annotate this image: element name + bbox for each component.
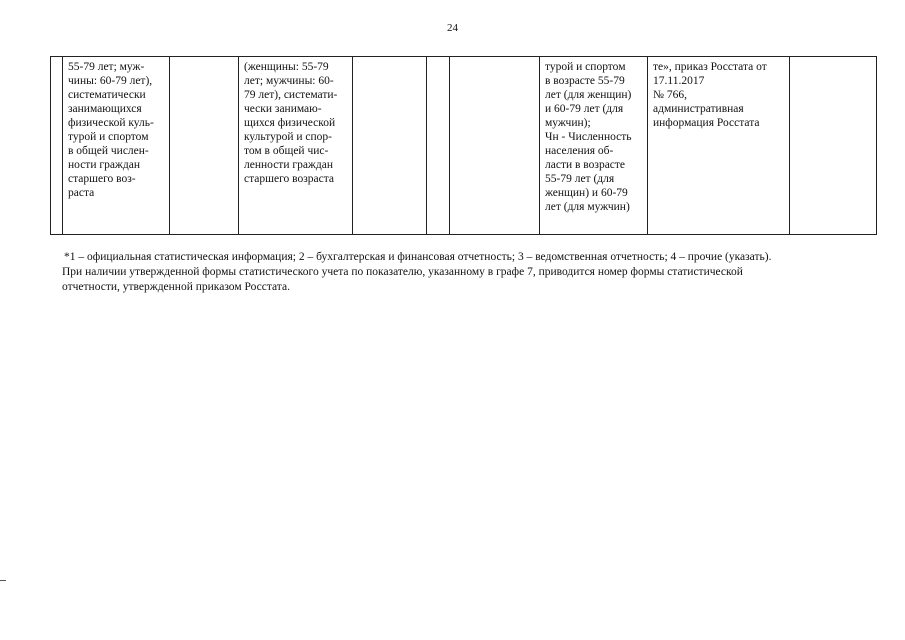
table-cell-col8: турой и спортом в возрасте 55-79 лет (для женщин) и 60-79 лет (для мужчин); Чн - Численность населения об- ласти в возрасте 55-79 лет (для женщин) и 60-79 лет (для мужчин): [540, 57, 648, 235]
table-cell-col1: [51, 57, 63, 235]
table-cell-col9: те», приказ Росстата от 17.11.2017 № 766, административная информация Росстата: [648, 57, 790, 235]
indicator-table: [50, 56, 877, 235]
scan-edge-mark: [0, 580, 6, 581]
table-cell-col6: [427, 57, 450, 235]
table-cell-col4: (женщины: 55-79 лет; мужчины: 60- 79 лет), системати- чески занимаю- щихся физической культурой и спор- том в общей чис- ленности граждан старшего возраста: [239, 57, 353, 235]
table-cell-col7: [450, 57, 540, 235]
table-row: [51, 57, 877, 235]
page-number: 24: [447, 22, 458, 34]
table-cell-col10: [790, 57, 877, 235]
table-cell-col5: [353, 57, 427, 235]
footnote-line-1: *1 – официальная статистическая информация; 2 – бухгалтерская и финансовая отчетность; 3 – ведомственная отчетность; 4 – прочие (указать).: [64, 251, 772, 263]
table-cell-col3: [170, 57, 239, 235]
footnote: [62, 250, 878, 295]
footnote-line-2: При наличии утвержденной формы статистического учета по показателю, указанному в графе 7, приводится номер формы статистической: [62, 266, 743, 278]
table-cell-col2: 55-79 лет; муж- чины: 60-79 лет), систематически занимающихся физической куль- турой и спортом в общей числен- ности граждан старшего воз- раста: [63, 57, 170, 235]
footnote-line-3: отчетности, утвержденной приказом Росстата.: [62, 281, 290, 293]
